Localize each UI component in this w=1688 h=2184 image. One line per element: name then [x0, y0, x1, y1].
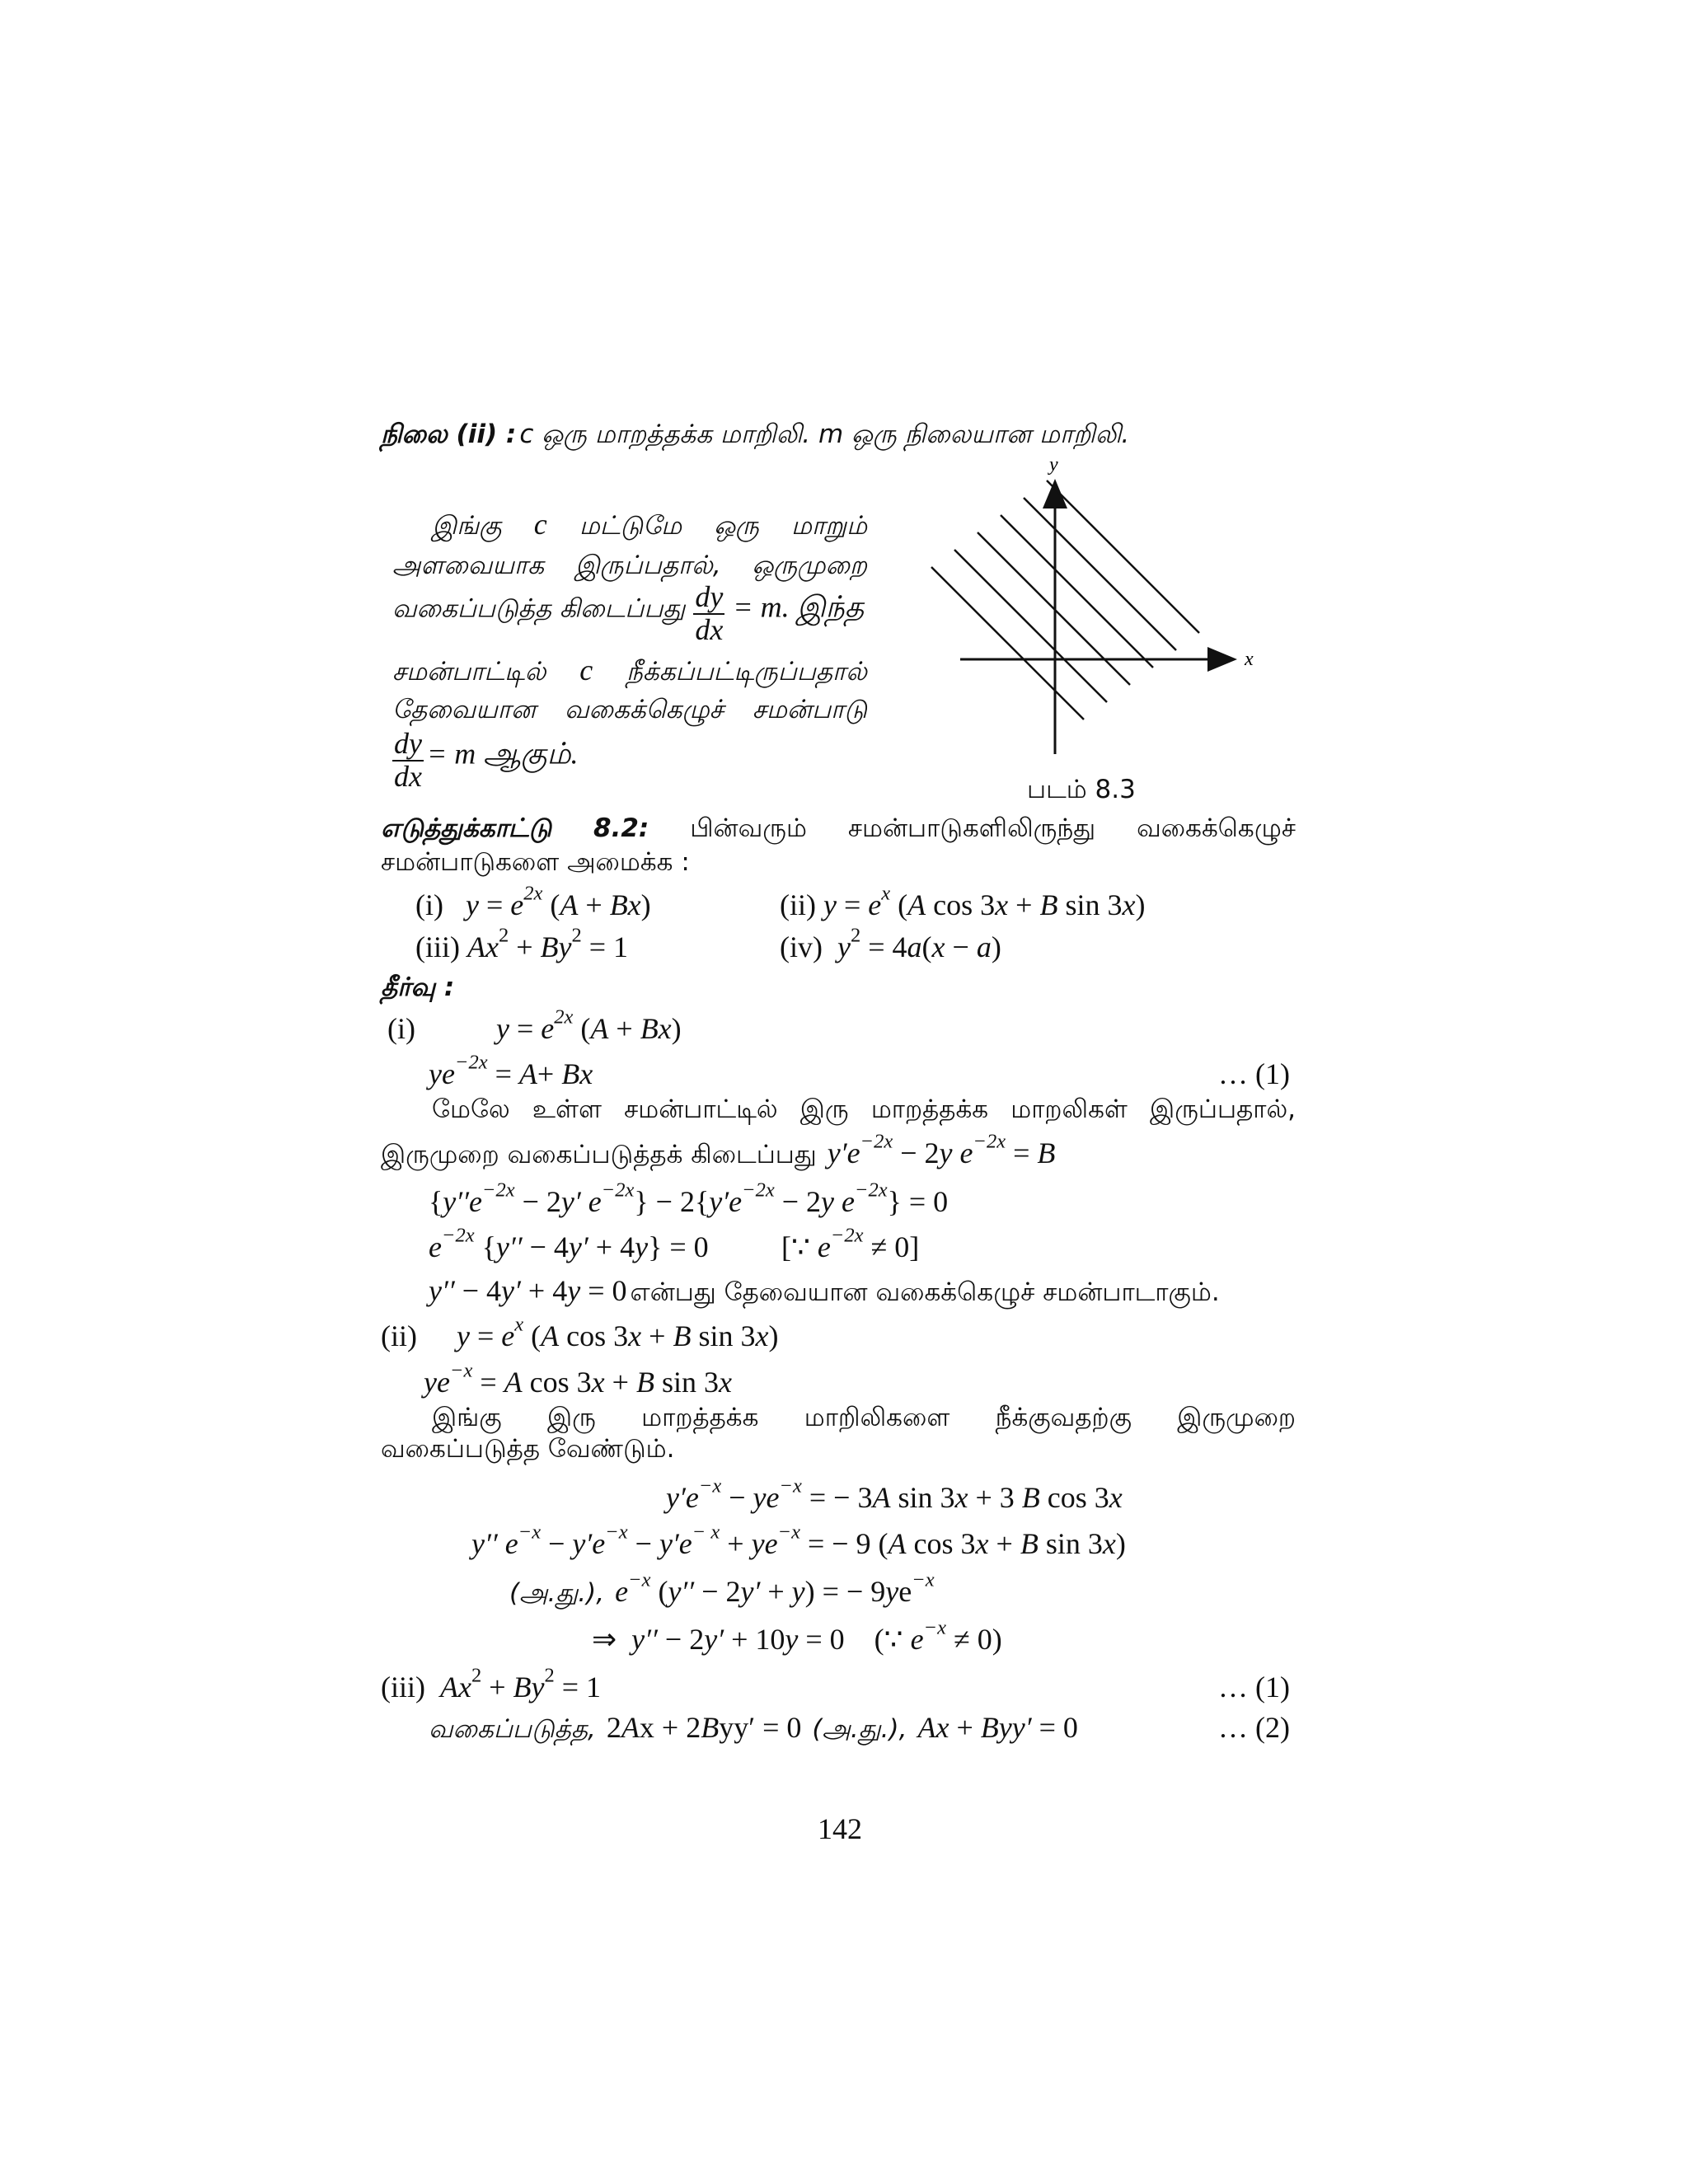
part-ii-text-1: இங்கு இரு மாறத்தக்க மாறிலிகளை நீக்குவதற்கு இருமுறை — [432, 1403, 1296, 1432]
part-ii-eq-1: $ye^{-x} = A$ cos 3x + B sin 3x — [424, 1359, 732, 1399]
part-i-eq-3: {$y''e^{-2x} - 2y'$ $e^{-2x}\} - 2\{y'e^{-2x} - 2y$ $e^{-2x}\} = 0$ — [429, 1179, 949, 1218]
ref-iii-2: … (2) — [1218, 1711, 1290, 1744]
y-axis-label: y — [1049, 454, 1058, 476]
example-item-ii: (ii) $y = e^x$ (A cos 3x + B sin 3x) — [780, 882, 1146, 921]
part-iii-eq: (iii) $Ax^2 + By^2 = 1$ — [381, 1664, 602, 1704]
part-i-text-2: இருமுறை வகைப்படுத்தக் கிடைப்பது $y'e^{-2x} - 2y$ $e^{-2x} = B$ — [381, 1130, 1056, 1169]
part-i-eq: (i) $y = e^{2x}$ (A + Bx) — [387, 1005, 682, 1045]
x-axis-label: x — [1245, 649, 1254, 670]
dy-dx-fraction: $\frac{dy}{dx}$ — [695, 580, 724, 646]
page-number: 142 — [818, 1812, 862, 1845]
part-i-eq-4: $e^{-2x}$ {y′′ − 4y′ + 4y} = 0 — [429, 1224, 709, 1263]
part-ii-text-2: வகைப்படுத்த வேண்டும். — [381, 1434, 675, 1464]
example-item-i: (i) $y = e^{2x}$ (A + Bx) — [415, 882, 651, 921]
explanation-line-4: சமன்பாட்டில் c நீக்கப்பட்டிருப்பதால் — [392, 654, 867, 687]
case-line — [381, 419, 1129, 452]
example-line-1: எடுத்துக்காட்டு 8.2: பின்வரும் சமன்பாடுகளிலிருந்து வகைக்கெழுச் — [381, 813, 1296, 843]
part-ii-eq-4: (அ.து.), $e^{-x}$ (y′′ − 2y′ + y) = − $9ye^{-x}$ — [509, 1568, 935, 1608]
example-line-2: சமன்பாடுகளை அமைக்க : — [381, 847, 690, 877]
part-ii-eq-3: y′′ $e^{-x} - y'e^{-x} - y'e^{- x} + ye^{-x}$ = − 9 (A cos 3x + B sin 3x) — [471, 1521, 1126, 1560]
part-iii-eq-2: வகைப்படுத்த, 2Ax + 2Byy′ = 0 (அ.து.), Ax + Byy′ = 0 — [429, 1711, 1078, 1744]
case-text: c ஒரு மாறத்தக்க மாறிலி. m ஒரு நிலையான மாறிலி. — [519, 419, 1130, 449]
ref-1: … (1) — [1218, 1057, 1290, 1090]
example-item-iv: (iv) $y^2 = 4a(x - a)$ — [780, 924, 1001, 963]
parallel-lines — [931, 480, 1199, 719]
part-i-eq-4-note: [∵ $e^{-2x} \ne 0$] — [781, 1224, 920, 1263]
part-ii-eq: (ii) $y = e^x$ (A cos 3x + B sin 3x) — [381, 1313, 779, 1352]
part-i-eq-1: $ye^{-2x} = A+ Bx$ — [429, 1051, 593, 1090]
explanation-line-5: தேவையான வகைக்கெழுச் சமன்பாடு — [392, 695, 867, 724]
explanation-line-6: $\frac{dy}{dx}$ = m ஆகும். — [394, 727, 579, 793]
dy-dx-fraction-2: $\frac{dy}{dx}$ — [394, 727, 422, 793]
explanation-line-1: இங்கு c மட்டுமே ஒரு மாறும் — [432, 508, 868, 541]
explanation-line-2: அளவையாக இருப்பதால், ஒருமுறை — [392, 551, 868, 580]
explanation-line-3: வகைப்படுத்த கிடைப்பது $\frac{dy}{dx}$ = m. இந்த — [392, 580, 865, 646]
ref-iii-1: … (1) — [1218, 1671, 1290, 1704]
part-ii-eq-2: $y'e^{-x} - ye^{-x}$ = − 3A sin 3x + 3 B cos 3x — [666, 1474, 1123, 1514]
example-item-iii: (iii) $Ax^2 + By^2 = 1$ — [415, 924, 629, 963]
solution-label: தீர்வு : — [381, 972, 455, 1002]
figure-parallel-lines — [907, 449, 1261, 820]
part-ii-eq-5: ⇒ y′′ − 2y′ + 10y = 0 (∵ $e^{-x} \ne 0$) — [592, 1616, 1002, 1656]
part-i-result: y′′ − 4y′ + 4y = 0 என்பது தேவையான வகைக்கெழுச் சமன்பாடாகும். — [429, 1274, 1220, 1307]
case-label: நிலை (ii) : — [381, 419, 517, 449]
part-i-text-1: மேலே உள்ள சமன்பாட்டில் இரு மாறத்தக்க மாறலிகள் இருப்பதால், — [432, 1094, 1296, 1124]
example-label: எடுத்துக்காட்டு 8.2: — [381, 813, 649, 843]
figure-caption: படம் 8.3 — [1027, 775, 1136, 804]
